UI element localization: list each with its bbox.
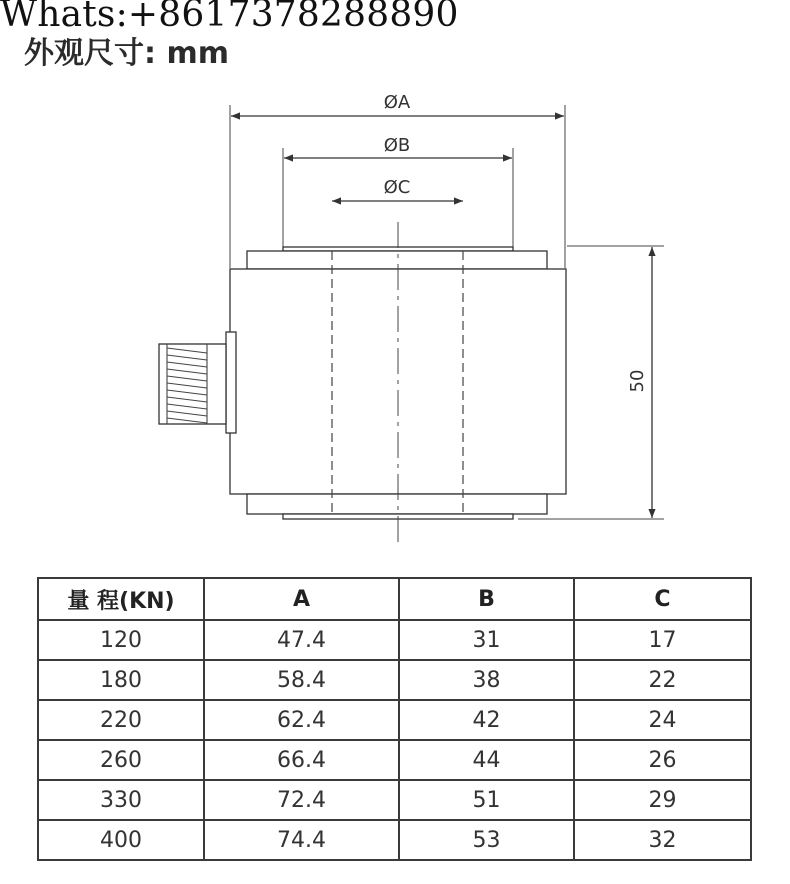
header-b: B <box>399 578 574 620</box>
cell-a: 47.4 <box>204 620 399 660</box>
cell-capacity: 400 <box>38 820 204 860</box>
cell-a: 58.4 <box>204 660 399 700</box>
cell-a: 66.4 <box>204 740 399 780</box>
table-row <box>38 820 751 860</box>
header-capacity: 量 程(KN) <box>38 578 204 620</box>
dimension-a-label: ØA <box>383 92 411 113</box>
cell-b: 42 <box>399 700 574 740</box>
table-row <box>38 780 751 820</box>
header-a: A <box>204 578 399 620</box>
cell-a: 62.4 <box>204 700 399 740</box>
table-row <box>38 620 751 660</box>
connector-flange <box>226 332 236 433</box>
cell-c: 22 <box>574 660 751 700</box>
height-label: 50 <box>627 369 648 393</box>
watermark-contact: Whats:+8617378288890 <box>0 0 459 35</box>
cell-b: 38 <box>399 660 574 700</box>
dimension-c-label: ØC <box>383 177 411 198</box>
table-row <box>38 740 751 780</box>
bottom-ring <box>247 494 547 514</box>
cell-c: 24 <box>574 700 751 740</box>
cell-capacity: 330 <box>38 780 204 820</box>
cell-a: 72.4 <box>204 780 399 820</box>
cell-c: 17 <box>574 620 751 660</box>
cell-b: 44 <box>399 740 574 780</box>
top-ring <box>247 251 547 269</box>
connector-thread <box>159 344 226 424</box>
cell-capacity: 220 <box>38 700 204 740</box>
cell-capacity: 260 <box>38 740 204 780</box>
table-row <box>38 660 751 700</box>
capacity-dimension-table <box>37 577 752 861</box>
cell-c: 26 <box>574 740 751 780</box>
units-title: 外观尺寸: mm <box>24 36 229 71</box>
cell-b: 51 <box>399 780 574 820</box>
cell-c: 29 <box>574 780 751 820</box>
cell-c: 32 <box>574 820 751 860</box>
table-header-row <box>38 578 751 620</box>
cell-b: 31 <box>399 620 574 660</box>
cell-a: 74.4 <box>204 820 399 860</box>
load-cell-body <box>159 247 566 519</box>
table-row <box>38 700 751 740</box>
header-c: C <box>574 578 751 620</box>
cell-capacity: 180 <box>38 660 204 700</box>
dimension-b-label: ØB <box>383 135 411 156</box>
cell-capacity: 120 <box>38 620 204 660</box>
cell-b: 53 <box>399 820 574 860</box>
